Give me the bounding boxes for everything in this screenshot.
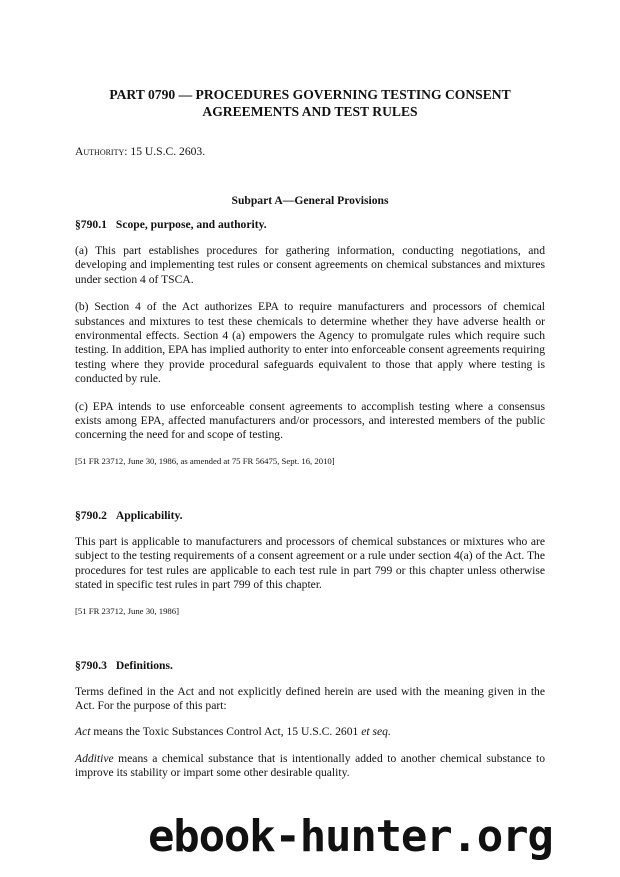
part-title-line-2: AGREEMENTS AND TEST RULES: [202, 104, 418, 119]
citation-790-1: [51 FR 23712, June 30, 1986, as amended at 75 FR 56475, Sept. 16, 2010]: [75, 455, 335, 466]
section-number: §790.3: [75, 658, 107, 672]
section-heading-790-1: [75, 217, 545, 232]
section-heading-790-2: [75, 508, 545, 523]
section-heading-790-3: [75, 658, 545, 673]
section-number: §790.2: [75, 508, 107, 522]
section-title: Scope, purpose, and authority.: [115, 218, 267, 231]
definition-text: means the Toxic Substances Control Act, 15 U.S.C. 2601: [90, 725, 362, 739]
definition-act: [75, 725, 545, 739]
authority-label: Authority: [75, 145, 125, 158]
authority-colon: :: [124, 145, 128, 158]
citation-790-2: [51 FR 23712, June 30, 1986]: [75, 605, 180, 616]
document-page: [75, 86, 545, 781]
paragraph-790-2: This part is applicable to manufacturers and processors of chemical substances or mixtures who are subject to the testing requirements of a consent agreement or a rule under section 4(a) of the Act. The procedures for test rules are applicable to each test rule in part 799 or this chapter unless otherwise stated in specific test rules in part 799 of this chapter.: [75, 534, 545, 592]
subpart-heading: Subpart A—General Provisions: [231, 194, 389, 207]
definition-term: Act: [75, 725, 91, 739]
definition-term: Additive: [75, 751, 114, 765]
paragraph-790-1-b: (b) Section 4 of the Act authorizes EPA to require manufacturers and processors of chemical substances and mixtures to test these chemicals to determine whether they have adverse health or environmental effects. Section 4 (a) empowers the Agency to promulgate rules which require such testing. In addition, EPA has implied authority to enter into enforceable consent agreements requiring testing where they provide procedural safeguards equivalent to those that apply where testing is conducted by rule.: [75, 300, 545, 386]
paragraph-790-1-c: (c) EPA intends to use enforceable consent agreements to accomplish testing where a consensus exists among EPA, affected manufacturers and/or processors, and interested members of the public concerning the need for and scope of testing.: [75, 399, 545, 442]
watermark: ebook-hunter.org: [148, 811, 553, 862]
section-number: §790.1: [75, 218, 107, 231]
paragraph-790-1-a: (a) This part establishes procedures for gathering information, conducting negotiations, and developing and implementing test rules or consent agreements on chemical substances and mixtures under section 4 of TSCA.: [75, 244, 545, 286]
definition-tail: et seq.: [361, 725, 391, 739]
definition-text: means a chemical substance that is intentionally added to another chemical substance to improve its stability or impart some other desirable quality.: [75, 751, 545, 780]
authority-text: 15 U.S.C. 2603.: [127, 145, 206, 158]
section-title: Applicability.: [115, 508, 183, 522]
paragraph-790-3-intro: Terms defined in the Act and not explicitly defined herein are used with the meaning given in the Act. For the purpose of this part:: [75, 684, 545, 712]
part-title: [75, 86, 545, 120]
authority-line: [75, 144, 545, 159]
section-title: Definitions.: [115, 658, 173, 672]
part-title-line-1: PART 0790 — PROCEDURES GOVERNING TESTING CONSENT: [109, 87, 511, 102]
definition-additive: [75, 752, 545, 781]
